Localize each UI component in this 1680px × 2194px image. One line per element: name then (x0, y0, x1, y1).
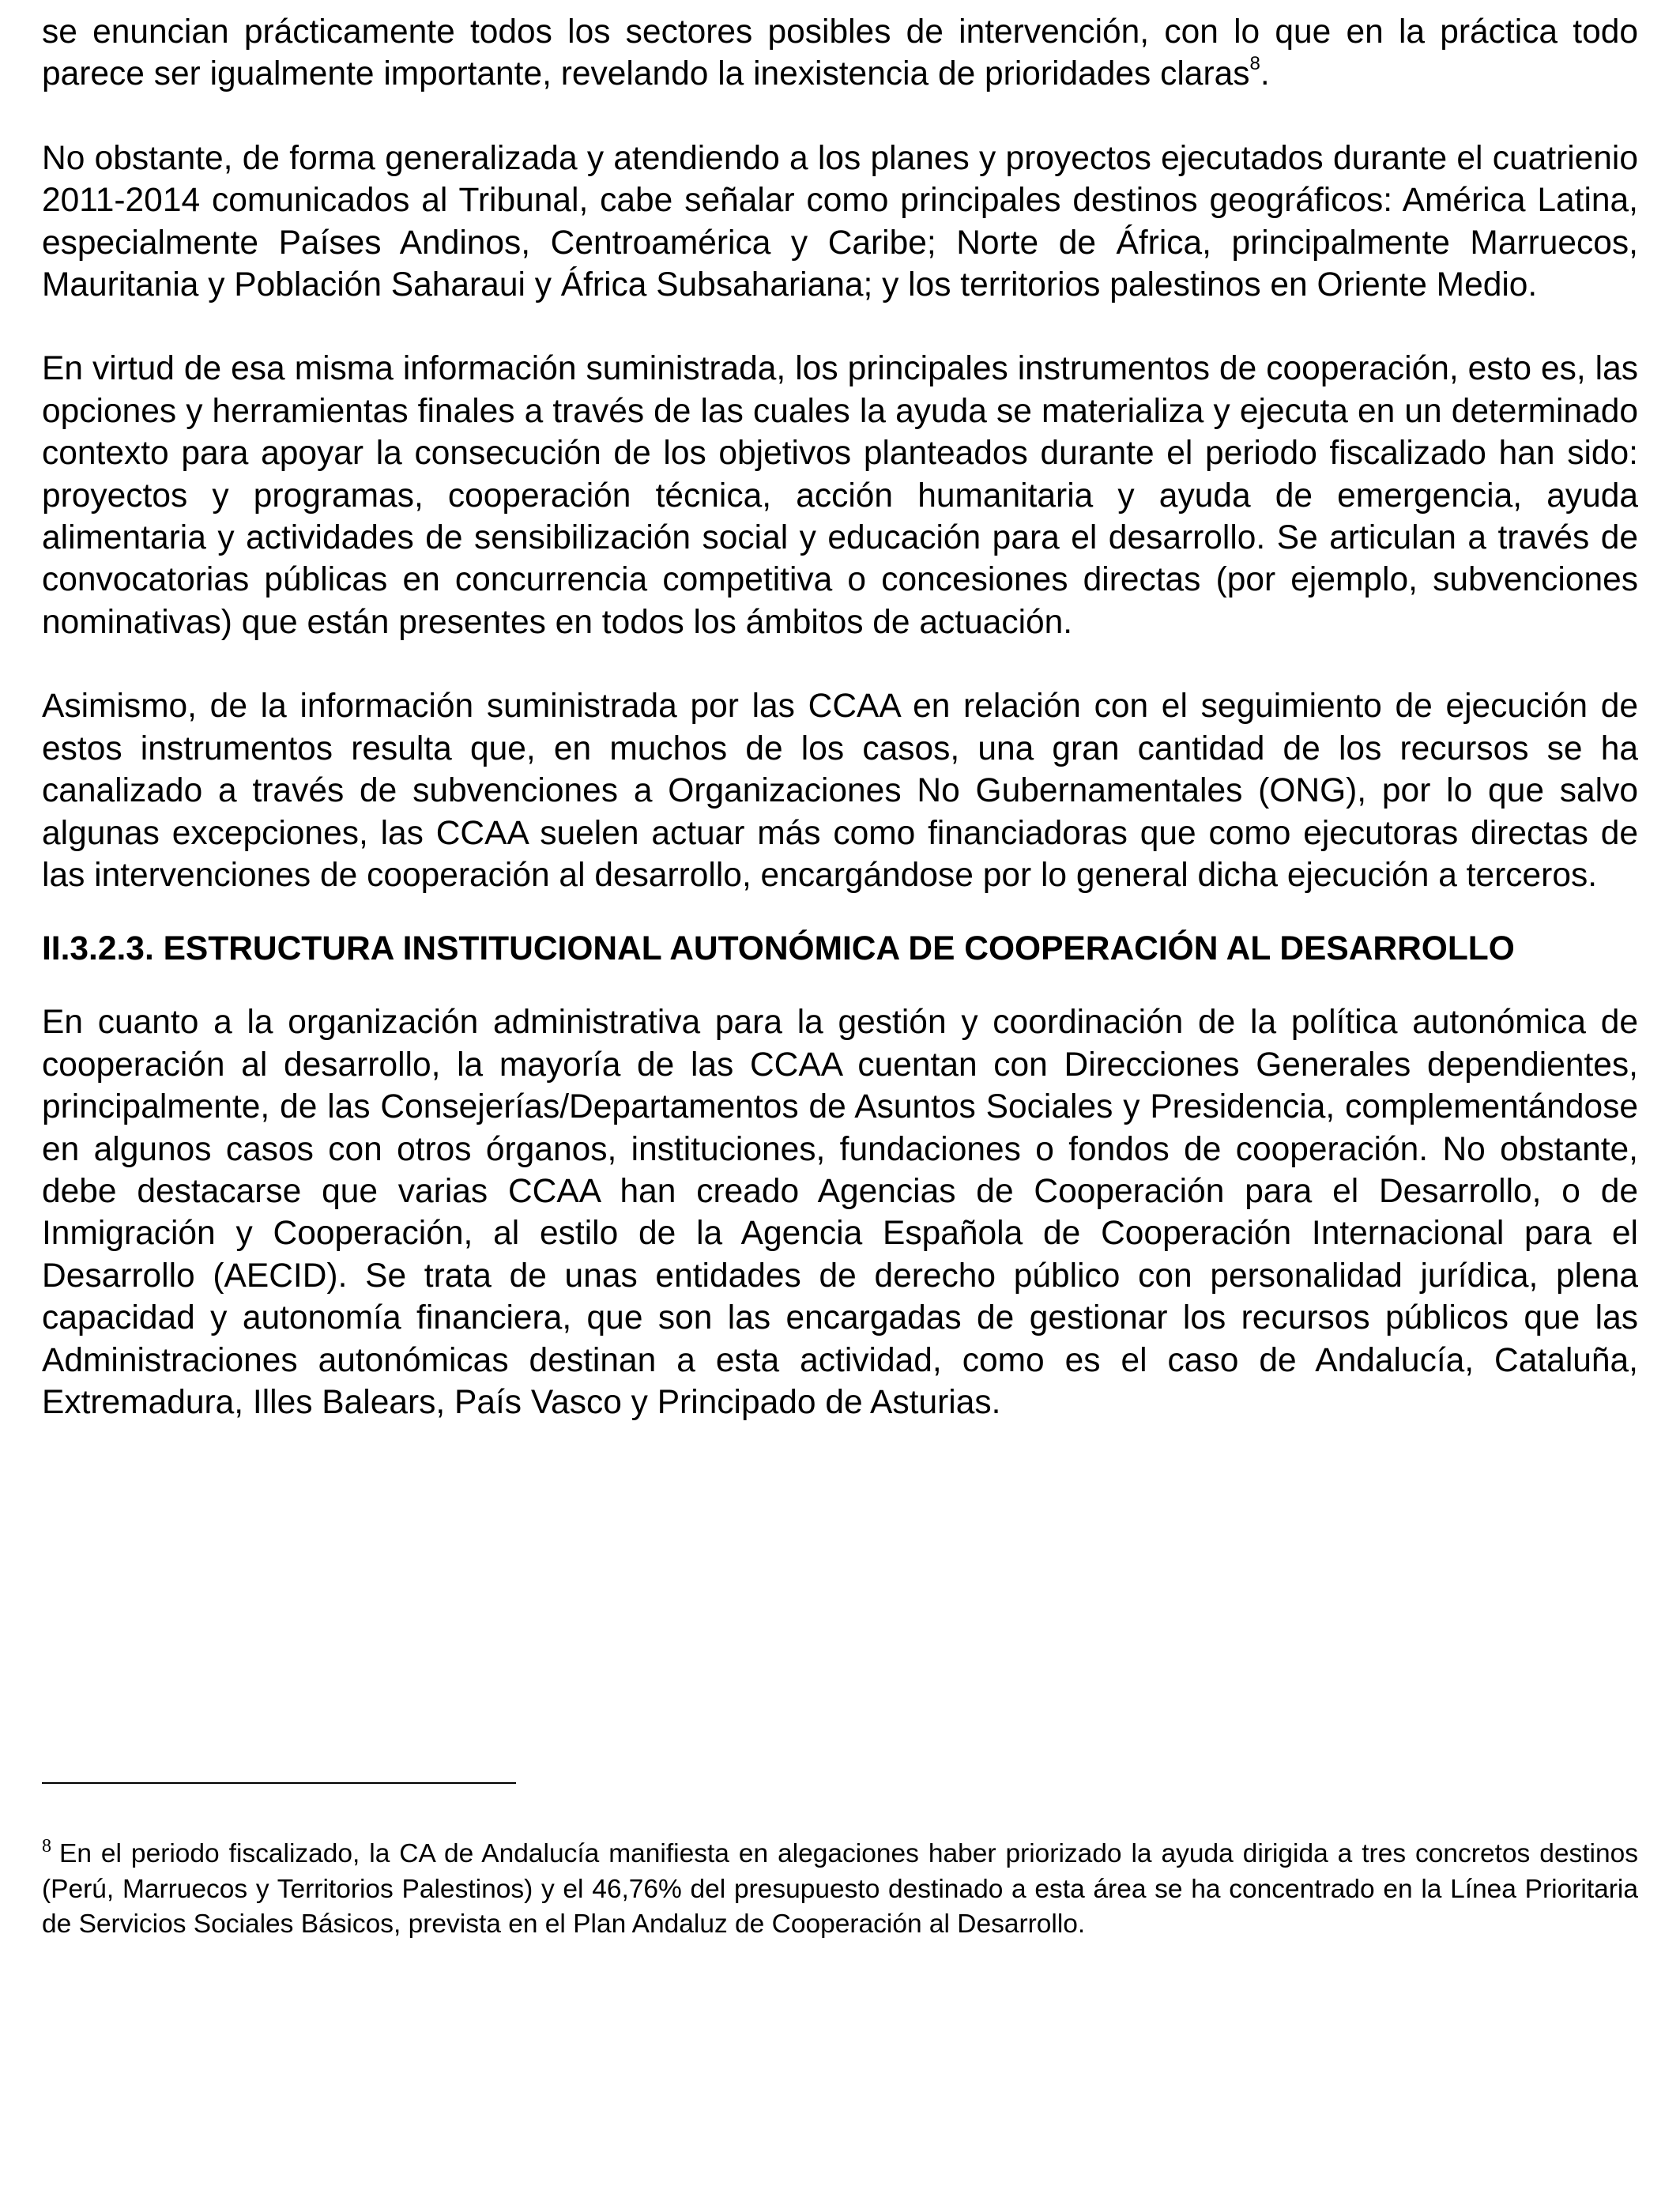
paragraph-execution-ngo: Asimismo, de la información suministrada por las CCAA en relación con el seguimiento de ejecución de estos instrumentos resulta que, en muchos de los casos, una gran cantidad de los recursos se ha canalizado a través de subvenciones a Organizaciones No Gubernamentales (ONG), por lo que salvo algunas excepciones, las CCAA suelen actuar más como financiadoras que como ejecutoras directas de las intervenciones de cooperación al desarrollo, encargándose por lo general dicha ejecución a terceros. (42, 688, 1638, 894)
footnote-text: En el periodo fiscalizado, la CA de Andalucía manifiesta en alegaciones haber priorizado la ayuda dirigida a tres concretos destinos (Perú, Marruecos y Territorios Palestinos) y el 46,76% del presupuesto destinado a esta área se ha concentrado en la Línea Prioritaria de Servicios Sociales Básicos, prevista en el Plan Andaluz de Cooperación al Desarrollo. (42, 1839, 1638, 1939)
paragraph-priorities (42, 11, 1638, 96)
document-body (42, 11, 1638, 1423)
footnote-reference[interactable]: 8 (1249, 53, 1260, 75)
paragraph-institutional-structure: En cuanto a la organización administrativa para la gestión y coordinación de la política autonómica de cooperación al desarrollo, la mayoría de las CCAA cuentan con Direcciones Generales dependientes, principalmente, de las Consejerías/Departamentos de Asuntos Sociales y Presidencia, complementándose en algunos casos con otros órganos, instituciones, fundaciones o fondos de cooperación. No obstante, debe destacarse que varias CCAA han creado Agencias de Cooperación para el Desarrollo, o de Inmigración y Cooperación, al estilo de la Agencia Española de Cooperación Internacional para el Desarrollo (AECID). Se trata de unas entidades de derecho público con personalidad jurídica, plena capacidad y autonomía financiera, que son las encargadas de gestionar los recursos públicos que las Administraciones autonómicas destinan a esta actividad, como es el caso de Andalucía, Cataluña, Extremadura, Illes Balears, País Vasco y Principado de Asturias. (42, 1004, 1638, 1421)
paragraph-geographic-destinations: No obstante, de forma generalizada y atendiendo a los planes y proyectos ejecutados durante el cuatrienio 2011-2014 comunicados al Tribunal, cabe señalar como principales destinos geográficos: América Latina, especialmente Países Andinos, Centroamérica y Caribe; Norte de África, principalmente Marruecos, Mauritania y Población Saharaui y África Subsahariana; y los territorios palestinos en Oriente Medio. (42, 139, 1638, 304)
paragraph-priorities-text: se enuncian prácticamente todos los sectores posibles de intervención, con lo que en la práctica todo parece ser igualmente importante, revelando la inexistencia de prioridades claras (42, 13, 1638, 93)
footnote (42, 1836, 1638, 1942)
paragraph-priorities-end: . (1260, 55, 1270, 93)
section-heading: II.3.2.3. ESTRUCTURA INSTITUCIONAL AUTONÓMICA DE COOPERACIÓN AL DESARROLLO (42, 930, 1515, 968)
paragraph-cooperation-instruments: En virtud de esa misma información suministrada, los principales instrumentos de cooperación, esto es, las opciones y herramientas finales a través de las cuales la ayuda se materializa y ejecuta en un determinado contexto para apoyar la consecución de los objetivos planteados durante el periodo fiscalizado han sido: proyectos y programas, cooperación técnica, acción humanitaria y ayuda de emergencia, ayuda alimentaria y actividades de sensibilización social y educación para el desarrollo. Se articulan a través de convocatorias públicas en concurrencia competitiva o concesiones directas (por ejemplo, subvenciones nominativas) que están presentes en todos los ámbitos de actuación. (42, 350, 1638, 641)
footnote-marker: 8 (42, 1836, 51, 1857)
footnote-separator (42, 1782, 516, 1784)
